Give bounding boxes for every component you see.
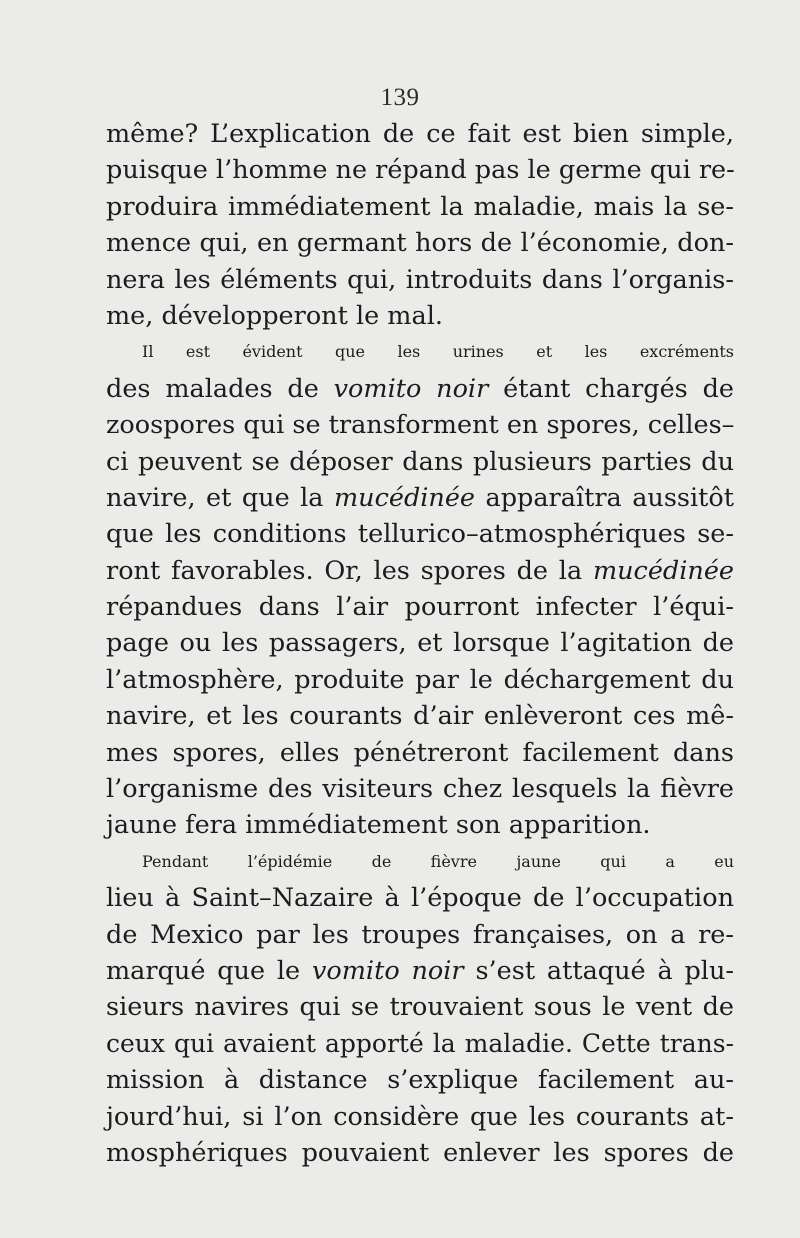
text-line <box>106 698 734 734</box>
text-line <box>106 771 734 807</box>
text-segment: étant chargés de <box>488 373 735 404</box>
text-segment: mosphériques pouvaient enlever les spores de <box>106 1137 734 1168</box>
text-segment: puisque l’homme ne répand pas le germe qui re- <box>106 155 735 186</box>
page-number: 139 <box>380 84 420 111</box>
text-segment: marqué que le <box>106 955 312 986</box>
text-segment: mence qui, en germant hors de l’économie, don- <box>106 228 734 259</box>
text-segment: Pendant l’épidémie de fièvre jaune qui a eu <box>142 851 734 871</box>
text-line <box>106 152 734 188</box>
text-line <box>106 371 734 407</box>
text-segment: lieu à Saint–Nazaire à l’époque de l’occupation <box>106 883 734 914</box>
text-segment: répandues dans l’air pourront infecter l’équi- <box>106 592 734 623</box>
text-segment: produira immédiatement la maladie, mais la se- <box>106 191 734 222</box>
text-line <box>106 1135 734 1171</box>
body-text <box>106 116 734 1171</box>
text-segment: navire, et que la <box>106 482 334 513</box>
text-line <box>106 407 734 443</box>
text-line <box>106 807 734 843</box>
text-line <box>106 989 734 1025</box>
text-segment: ci peuvent se déposer dans plusieurs parties du <box>106 446 734 477</box>
text-segment: des malades de <box>106 373 334 404</box>
text-line <box>106 516 734 552</box>
text-line <box>106 262 734 298</box>
italic-term: vomito noir <box>333 373 489 404</box>
text-line <box>106 1026 734 1062</box>
text-segment: me, développeront le mal. <box>106 300 443 331</box>
text-line <box>106 225 734 261</box>
italic-term: vomito noir <box>311 955 464 986</box>
text-line <box>106 735 734 771</box>
text-line <box>106 444 734 480</box>
text-line <box>106 589 734 625</box>
text-segment: de Mexico par les troupes françaises, on a re- <box>106 919 734 950</box>
text-line <box>106 844 734 880</box>
text-segment: s’est attaqué à plu- <box>463 955 735 986</box>
text-segment: ceux qui avaient apporté la maladie. Cette trans- <box>106 1028 734 1058</box>
text-line <box>106 1099 734 1135</box>
text-segment: ront favorables. Or, les spores de la <box>106 555 593 586</box>
text-segment: page ou les passagers, et lorsque l’agitation de <box>106 628 734 659</box>
text-line <box>106 189 734 225</box>
text-segment: jaune fera immédiatement son apparition. <box>106 810 651 841</box>
text-segment: mission à distance s’explique facilement au- <box>106 1065 734 1096</box>
text-segment: nera les éléments qui, introduits dans l’organis- <box>106 264 734 295</box>
text-segment: apparaîtra aussitôt <box>475 482 734 513</box>
text-line <box>106 880 734 916</box>
italic-term: mucédinée <box>333 482 476 513</box>
text-segment: mes spores, elles pénétreront facilement dans <box>106 737 734 768</box>
text-segment: navire, et les courants d’air enlèveront ces mê- <box>106 701 734 732</box>
text-line <box>106 553 734 589</box>
text-line <box>106 917 734 953</box>
text-line <box>106 662 734 698</box>
text-segment: l’atmosphère, produite par le déchargement du <box>106 664 734 695</box>
text-segment: sieurs navires qui se trouvaient sous le vent de <box>106 992 734 1023</box>
text-line <box>106 480 734 516</box>
text-line <box>106 625 734 661</box>
italic-term: mucédinée <box>592 555 734 586</box>
text-segment: zoospores qui se transforment en spores, celles– <box>106 410 735 441</box>
text-line <box>106 1062 734 1098</box>
text-segment: jourd’hui, si l’on considère que les courants at- <box>106 1101 734 1132</box>
text-segment: l’organisme des visiteurs chez lesquels la fièvre <box>106 774 734 805</box>
text-segment: Il est évident que les urines et les excréments <box>142 342 734 362</box>
text-line <box>106 116 734 152</box>
text-line <box>106 298 734 334</box>
text-segment: que les conditions tellurico–atmosphériques se- <box>106 519 734 550</box>
text-line <box>106 953 734 989</box>
text-segment: même? L’explication de ce fait est bien simple, <box>106 119 734 149</box>
text-line <box>106 334 734 370</box>
